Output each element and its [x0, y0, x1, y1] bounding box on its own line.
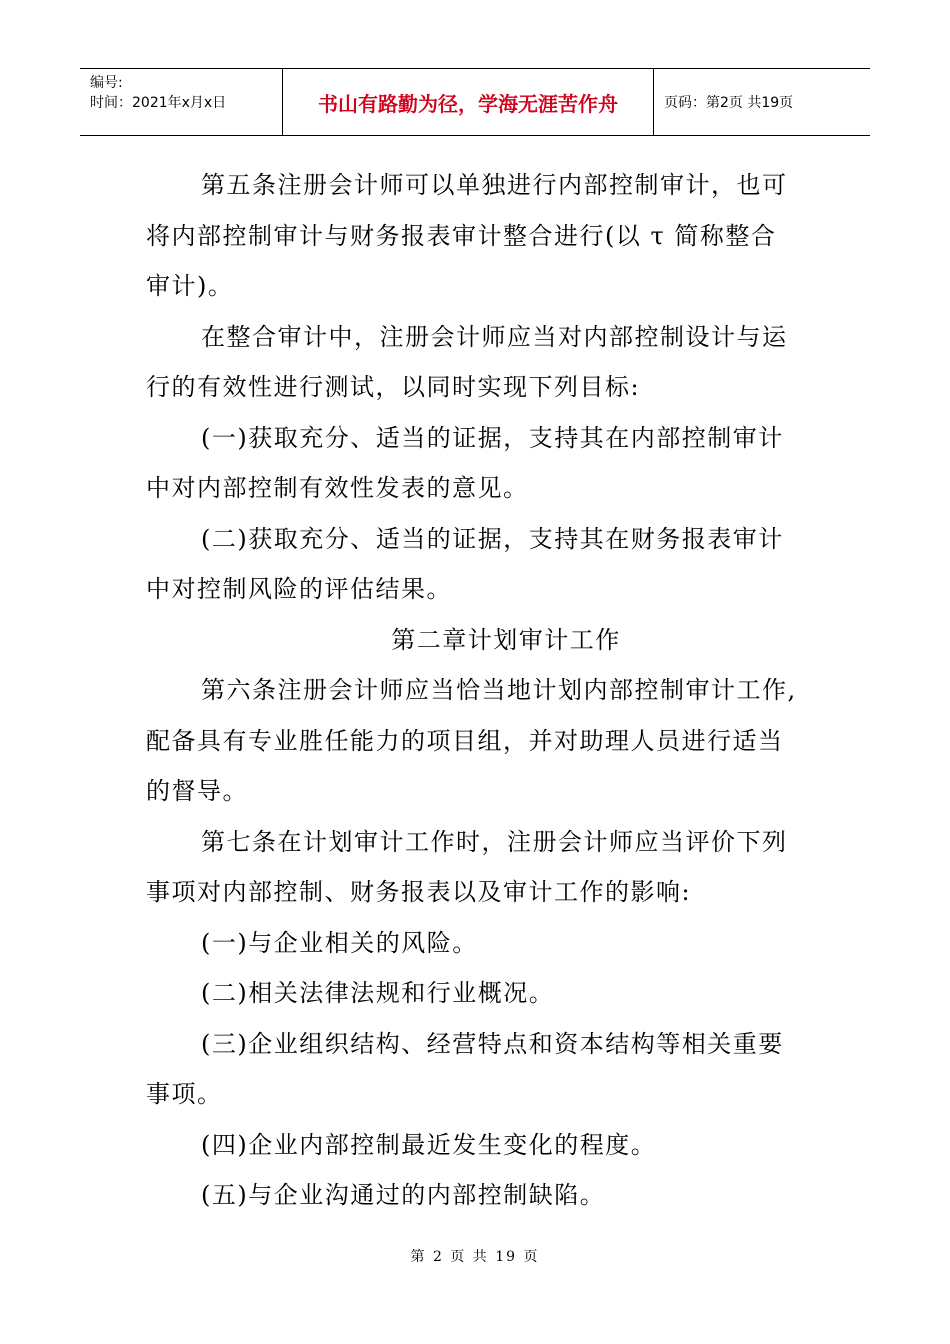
body-line: (三)企业组织结构、经营特点和资本结构等相关重要: [201, 1029, 784, 1058]
footer-page-number: 第 2 页 共 19 页: [410, 1249, 540, 1265]
body-line: 配备具有专业胜任能力的项目组，并对助理人员进行适当: [146, 726, 784, 755]
body-line: 第六条注册会计师应当恰当地计划内部控制审计工作,: [201, 676, 797, 704]
body-line: 事项对内部控制、财务报表以及审计工作的影响:: [146, 878, 692, 906]
document-body: [146, 160, 806, 1221]
document-time: 时间：2021年x月x日: [90, 95, 227, 111]
body-line: 事项。: [146, 1080, 223, 1108]
body-line: (二)获取充分、适当的证据，支持其在财务报表审计: [201, 524, 784, 553]
body-line: (一)获取充分、适当的证据，支持其在内部控制审计: [201, 423, 784, 452]
body-line: (五)与企业沟通过的内部控制缺陷。: [201, 1181, 606, 1209]
body-line: (二)相关法律法规和行业概况。: [201, 979, 555, 1007]
body-line: 在整合审计中，注册会计师应当对内部控制设计与运: [201, 322, 788, 351]
body-line: 的督导。: [146, 777, 248, 805]
body-line: 第五条注册会计师可以单独进行内部控制审计，也可: [201, 171, 788, 199]
body-line: 中对控制风险的评估结果。: [146, 575, 452, 603]
body-line: 第七条在计划审计工作时，注册会计师应当评价下列: [201, 827, 788, 856]
header-meta: [80, 69, 282, 135]
body-line: 行的有效性进行测试，以同时实现下列目标:: [146, 373, 641, 401]
page-footer: [0, 1246, 950, 1266]
body-line: 审计)。: [146, 272, 234, 300]
header-page-info: 页码：第2页 共19页: [664, 95, 794, 111]
body-line: 将内部控制审计与财务报表审计整合进行(以 τ 简称整合: [146, 221, 777, 250]
chapter-heading: 第二章计划审计工作: [391, 625, 621, 654]
body-line: (四)企业内部控制最近发生变化的程度。: [201, 1130, 657, 1159]
body-line: (一)与企业相关的风险。: [201, 928, 478, 957]
header-motto-cell: [282, 69, 654, 135]
header-table: [80, 68, 870, 136]
header-motto: 书山有路勤为径，学海无涯苦作舟: [318, 91, 618, 116]
body-line: 中对内部控制有效性发表的意见。: [146, 474, 529, 502]
document-number-label: 编号:: [90, 75, 123, 91]
header-page-cell: [654, 69, 870, 135]
